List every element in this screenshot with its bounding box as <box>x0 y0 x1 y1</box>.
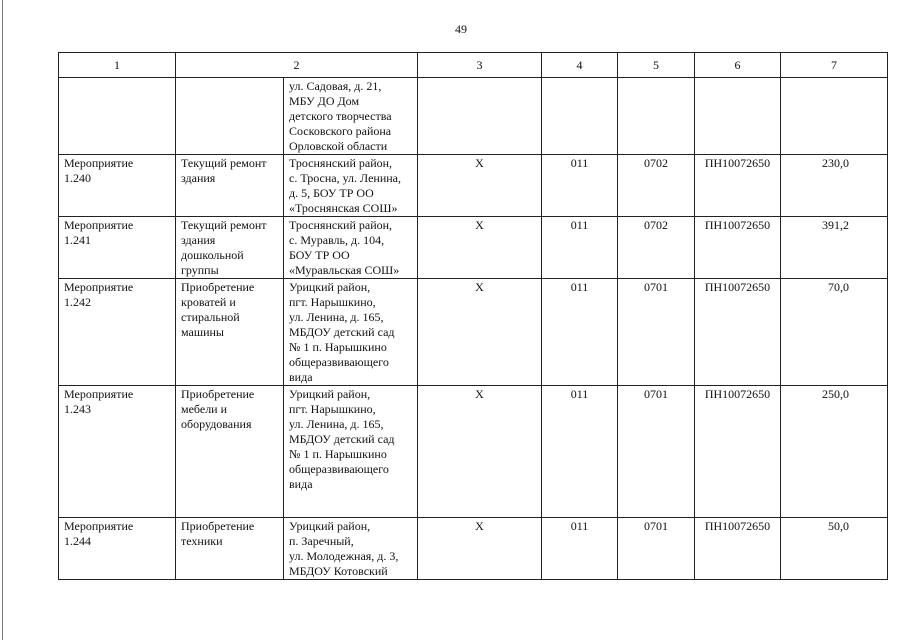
cell-line: Текущий ремонт <box>181 218 267 232</box>
cell-line: БОУ ТР ОО <box>289 248 350 262</box>
table-cell-col8: 50,0 <box>781 518 888 580</box>
table-cell-col4: Х <box>418 386 542 518</box>
cell-line: машины <box>181 325 224 339</box>
cell-line: 1.242 <box>64 295 91 309</box>
cell-line: стиральной <box>181 310 240 324</box>
cell-line: Приобретение <box>181 519 255 533</box>
table-cell-col8: 70,0 <box>781 279 888 386</box>
table-cell-col1 <box>59 518 176 580</box>
cell-line: вида <box>289 477 313 491</box>
table-cell-col6 <box>618 78 695 155</box>
table-cell-col3 <box>284 279 418 386</box>
cell-line: Мероприятие <box>64 387 134 401</box>
cell-line: п. Заречный, <box>289 534 354 548</box>
table-cell-col7: ПН10072650 <box>695 386 781 518</box>
cell-line: ул. Ленина, д. 165, <box>289 417 384 431</box>
cell-line: общеразвивающего <box>289 355 389 369</box>
table-body <box>59 78 888 580</box>
cell-line: с. Тросна, ул. Ленина, <box>289 171 402 185</box>
table-cell-col3 <box>284 155 418 217</box>
cell-line: Урицкий район, <box>289 280 371 294</box>
table-cell-col5: 011 <box>542 518 618 580</box>
cell-line: 1.240 <box>64 171 91 185</box>
table-row <box>59 155 888 217</box>
cell-line: Текущий ремонт <box>181 156 267 170</box>
cell-line: МБДОУ детский сад <box>289 325 395 339</box>
table-row <box>59 518 888 580</box>
table-cell-col8: 250,0 <box>781 386 888 518</box>
table-cell-col2 <box>176 279 284 386</box>
table-cell-col7: ПН10072650 <box>695 279 781 386</box>
header-cell: 4 <box>542 53 618 78</box>
table-cell-col1 <box>59 155 176 217</box>
cell-line: здания <box>181 171 216 185</box>
table-cell-col6: 0701 <box>618 386 695 518</box>
table-cell-col5: 011 <box>542 279 618 386</box>
table-cell-col8: 230,0 <box>781 155 888 217</box>
table-cell-col2 <box>176 155 284 217</box>
table-cell-col5: 011 <box>542 386 618 518</box>
table-cell-col5: 011 <box>542 217 618 279</box>
table-cell-col2 <box>176 217 284 279</box>
table-cell-col6: 0702 <box>618 155 695 217</box>
cell-line: мебели и <box>181 402 228 416</box>
cell-line: оборудования <box>181 417 252 431</box>
table-cell-col2 <box>176 386 284 518</box>
cell-line: 1.243 <box>64 402 91 416</box>
table-cell-col8 <box>781 78 888 155</box>
cell-line: МБДОУ Котовский <box>289 564 388 578</box>
table-cell-col5: 011 <box>542 155 618 217</box>
header-cell: 7 <box>781 53 888 78</box>
table-cell-col2 <box>176 518 284 580</box>
cell-line: Троснянский район, <box>289 156 393 170</box>
table-row <box>59 279 888 386</box>
cell-line: пгт. Нарышкино, <box>289 402 376 416</box>
table-cell-col1 <box>59 217 176 279</box>
table-cell-col4: Х <box>418 155 542 217</box>
table-cell-col2 <box>176 78 284 155</box>
cell-line: 1.244 <box>64 534 91 548</box>
header-cell: 3 <box>418 53 542 78</box>
cell-line: ул. Садовая, д. 21, <box>289 79 382 93</box>
cell-line: МБУ ДО Дом <box>289 94 360 108</box>
table-cell-col3 <box>284 217 418 279</box>
cell-line: Мероприятие <box>64 280 134 294</box>
cell-line: «Муравльская СОШ» <box>289 263 400 277</box>
cell-line: кроватей и <box>181 295 236 309</box>
cell-line: МБДОУ детский сад <box>289 432 395 446</box>
header-cell: 5 <box>618 53 695 78</box>
header-cell: 6 <box>695 53 781 78</box>
table-cell-col8: 391,2 <box>781 217 888 279</box>
cell-line: вида <box>289 370 313 384</box>
cell-line: № 1 п. Нарышкино <box>289 447 387 461</box>
scan-page-edge <box>2 0 3 640</box>
cell-line: Урицкий район, <box>289 387 371 401</box>
cell-line: дошкольной <box>181 248 244 262</box>
cell-line: Мероприятие <box>64 156 134 170</box>
cell-line: № 1 п. Нарышкино <box>289 340 387 354</box>
cell-line: Мероприятие <box>64 519 134 533</box>
table-cell-col4 <box>418 78 542 155</box>
table-cell-col5 <box>542 78 618 155</box>
cell-line: Мероприятие <box>64 218 134 232</box>
table-cell-col1 <box>59 386 176 518</box>
cell-line: с. Муравль, д. 104, <box>289 233 385 247</box>
table-cell-col7: ПН10072650 <box>695 217 781 279</box>
cell-line: общеразвивающего <box>289 462 389 476</box>
cell-line: пгт. Нарышкино, <box>289 295 376 309</box>
table-row <box>59 386 888 518</box>
table-cell-col1 <box>59 279 176 386</box>
cell-line: ул. Ленина, д. 165, <box>289 310 384 324</box>
table-cell-col3 <box>284 386 418 518</box>
table-cell-col1 <box>59 78 176 155</box>
cell-line: техники <box>181 534 223 548</box>
table-cell-col3 <box>284 78 418 155</box>
table-cell-col7 <box>695 78 781 155</box>
table-cell-col6: 0702 <box>618 217 695 279</box>
table-cell-col6: 0701 <box>618 279 695 386</box>
table-cell-col6: 0701 <box>618 518 695 580</box>
cell-line: Приобретение <box>181 280 255 294</box>
table-cell-col3 <box>284 518 418 580</box>
page-number: 49 <box>455 22 467 36</box>
table-cell-col7: ПН10072650 <box>695 518 781 580</box>
measures-table <box>58 52 888 580</box>
cell-line: здания <box>181 233 216 247</box>
cell-line: д. 5, БОУ ТР ОО <box>289 186 374 200</box>
table-cell-col4: Х <box>418 518 542 580</box>
cell-line: группы <box>181 263 219 277</box>
cell-line: Приобретение <box>181 387 255 401</box>
table-row <box>59 78 888 155</box>
cell-line: 1.241 <box>64 233 91 247</box>
cell-line: детского творчества <box>289 109 392 123</box>
table-cell-col7: ПН10072650 <box>695 155 781 217</box>
cell-line: Троснянский район, <box>289 218 393 232</box>
cell-line: Сосковского района <box>289 124 392 138</box>
header-cell: 2 <box>176 53 418 78</box>
table-header-row <box>59 53 888 78</box>
cell-line: Урицкий район, <box>289 519 371 533</box>
cell-line: «Троснянская СОШ» <box>289 201 398 215</box>
table-cell-col4: Х <box>418 217 542 279</box>
cell-line: Орловской области <box>289 139 388 153</box>
table-cell-col4: Х <box>418 279 542 386</box>
table-row <box>59 217 888 279</box>
header-cell: 1 <box>59 53 176 78</box>
cell-line: ул. Молодежная, д. 3, <box>289 549 399 563</box>
